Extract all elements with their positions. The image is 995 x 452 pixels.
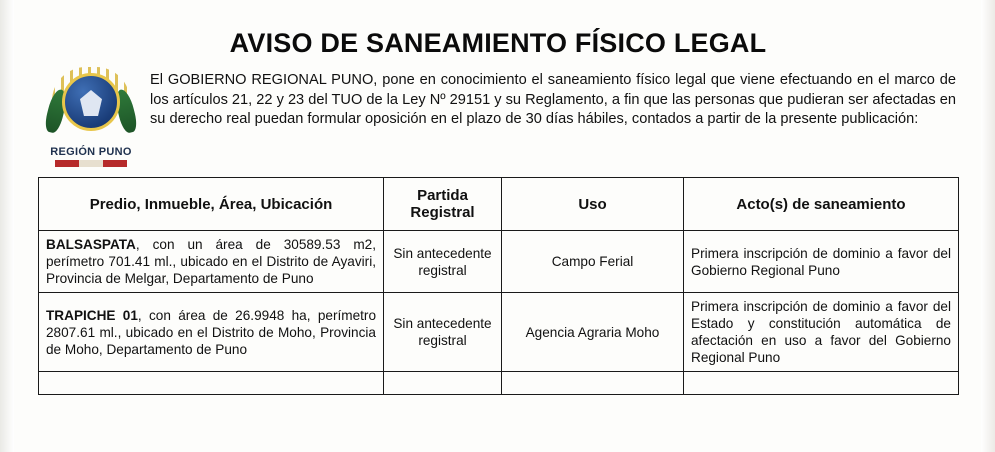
cell-partida: Sin antecedente registral bbox=[384, 293, 502, 372]
cell-predio bbox=[39, 293, 384, 372]
predio-nombre: TRAPICHE 01 bbox=[46, 307, 138, 323]
cell-acto: Primera inscripción de dominio a favor del Estado y constitución automática de afectación en uso a favor del Gobierno Regional Puno bbox=[684, 293, 959, 372]
column-header-predio: Predio, Inmueble, Área, Ubicación bbox=[39, 178, 384, 231]
cell-acto-truncated bbox=[684, 372, 959, 395]
table-header-row bbox=[39, 178, 959, 231]
notice-sheet bbox=[38, 14, 958, 444]
cell-predio bbox=[39, 231, 384, 293]
crest-label: REGIÓN PUNO bbox=[50, 146, 132, 158]
column-header-acto: Acto(s) de saneamiento bbox=[684, 178, 959, 231]
cell-uso: Agencia Agraria Moho bbox=[502, 293, 684, 372]
cell-partida-truncated bbox=[384, 372, 502, 395]
saneamiento-table bbox=[38, 177, 959, 395]
crest-flag-bar bbox=[55, 160, 127, 167]
scan-edge-right bbox=[981, 0, 995, 452]
table-row bbox=[39, 231, 959, 293]
intro-paragraph: El GOBIERNO REGIONAL PUNO, pone en conocimiento el saneamiento físico legal que viene efectuando en el marco de los artículos 21, 22 y 23 del TUO de la Ley Nº 29151 y su Reglamento, a fin que las personas que pudieran ser afectadas en su derecho real puedan formular oposición en el plazo de 30 días hábiles, contados a partir de la presente publicación: bbox=[150, 72, 956, 127]
header-row bbox=[38, 65, 958, 167]
cell-uso: Campo Ferial bbox=[502, 231, 684, 293]
predio-detalle: , con un área de 30589.53 m2, perímetro 701.41 ml., ubicado en el Distrito de Ayaviri, Provincia de Melgar, Departamento de Puno bbox=[46, 237, 376, 286]
column-header-uso: Uso bbox=[502, 178, 684, 231]
table-row bbox=[39, 293, 959, 372]
predio-nombre: BALSASPATA bbox=[46, 237, 136, 252]
column-header-partida: Partida Registral bbox=[384, 178, 502, 231]
table-row-truncated bbox=[39, 372, 959, 395]
cell-partida: Sin antecedente registral bbox=[384, 231, 502, 293]
scan-edge-left bbox=[0, 0, 14, 452]
regional-crest-icon bbox=[48, 67, 134, 145]
cell-acto: Primera inscripción de dominio a favor del Gobierno Regional Puno bbox=[684, 231, 959, 293]
cell-predio-truncated bbox=[39, 372, 384, 395]
predio-detalle: , con área de 26.9948 ha, perímetro 2807.61 ml., ubicado en el Distrito de Moho, Provincia de Moho, Departamento de Puno bbox=[46, 307, 376, 357]
crest-block bbox=[38, 67, 144, 167]
crest-medallion bbox=[62, 73, 120, 131]
cell-uso-truncated bbox=[502, 372, 684, 395]
page-title: AVISO DE SANEAMIENTO FÍSICO LEGAL bbox=[229, 28, 767, 58]
